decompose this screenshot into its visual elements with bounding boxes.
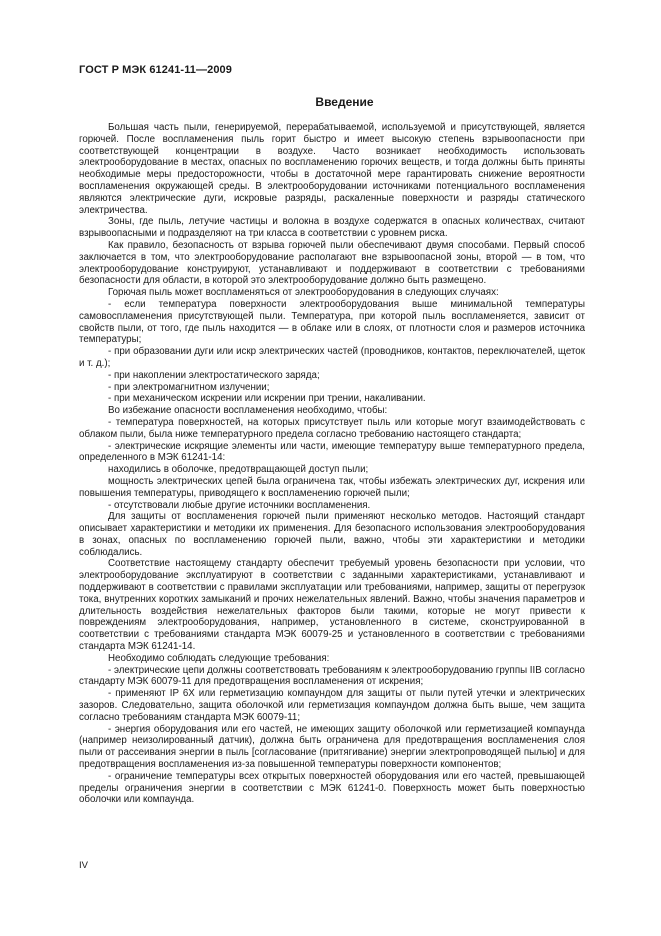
document-body (79, 122, 585, 806)
paragraph: Для защиты от воспламенения горючей пыли применяют несколько методов. Настоящий стандарт описывает характеристики и методики их применения. Для безопасного использования электрооборудования в зонах, опасных по воспламенению горючей пыли, важно, чтобы эти характеристики и методики соблюдались. (79, 511, 585, 558)
list-item: - электрические искрящие элементы или части, имеющие температуру выше температурного предела, определенного в МЭК 61241-14: (79, 440, 585, 464)
list-item: - если температура поверхности электрооборудования выше минимальной температуры самовоспламенения присутствующей пыли. Температура, при которой пыль воспламеняется, зависит от свойств пыли, от того, где пыль находится — в облаке или в слоях, от плотности слоя и размеров источника температуры; (79, 298, 585, 346)
paragraph: Зоны, где пыль, летучие частицы и волокна в воздухе содержатся в опасных количествах, считают взрывоопасными и подразделяют на три класса в соответствии с уровнем риска. (79, 216, 585, 240)
list-item: - энергия оборудования или его частей, не имеющих защиту оболочкой или герметизацией компаунда (например неизолированный датчик), должна быть ограничена для предотвращения воспламенения слоя пыли от рассеивания энергии в пыль [согласование (притягивание) энергии электропроводящей пылью] и для предотвращения воспламенения из-за повышенной температуры поверхности компонентов; (79, 723, 585, 771)
list-item: - температура поверхностей, на которых присутствует пыль или которые могут взаимодействовать с облаком пыли, была ниже температурного предела согласно требованию настоящего стандарта; (79, 416, 585, 440)
paragraph: Как правило, безопасность от взрыва горючей пыли обеспечивают двумя способами. Первый способ заключается в том, что электрооборудование располагают вне взрывоопасной зоны, второй — в том, что электрооборудование конструируют, устанавливают и поддерживают в соответствии с требованиями безопасности для области, в которой это электрооборудование должно быть размещено. (79, 239, 585, 287)
paragraph: Соответствие настоящему стандарту обеспечит требуемый уровень безопасности при условии, что электрооборудование эксплуатируют в соответствии с заданными характеристиками, устанавливают и поддерживают в соответствии с правилами эксплуатации или требованиями, например, защиты от перегрузок тока, внутренних коротких замыканий и прочих нежелательных явлений. Важно, чтобы значения параметров и длительность воздействия нежелательных факторов были такими, которые не могут привести к повреждениям электрооборудования, например, установленного в системе, сконструированной в соответствии с требованиями стандарта МЭК 60079-25 и установленного в соответствии с требованиями стандарта МЭК 61241-14. (79, 558, 585, 653)
list-item: - применяют IP 6X или герметизацию компаундом для защиты от пыли путей утечки и электрических зазоров. Следовательно, защита оболочкой или герметизация компаундом должна быть выше, чем защита согласно требованиям стандарта МЭК 60079-11; (79, 688, 585, 723)
paragraph: Во избежание опасности воспламенения необходимо, чтобы: (108, 405, 388, 417)
section-title: Введение (315, 95, 374, 109)
list-item: - при накоплении электростатического заряда; (108, 369, 320, 381)
page-number: IV (79, 860, 88, 871)
paragraph: Большая часть пыли, генерируемой, перерабатываемой, используемой и присутствующей, является горючей. После воспламенения пыль горит быстро и имеет высокую степень взрывоопасности при соответствующей концентрации в воздухе. Часто возникает необходимость использовать электрооборудование в местах, опасных по воспламенению горючих веществ, и тогда должны быть приняты необходимые меры предосторожности, чтобы в достаточной мере гарантировать снижение вероятности воспламенения окружающей среды. В электрооборудовании источниками потенциального воспламенения являются электрические дуги, искровые разряды, раскаленные поверхности и разряды статического электричества. (79, 122, 585, 216)
paragraph: Горючая пыль может воспламеняться от электрооборудования в следующих случаях: (108, 287, 499, 299)
list-item: - при механическом искрении или искрении при трении, накаливании. (108, 393, 426, 405)
document-header: ГОСТ Р МЭК 61241-11—2009 (79, 64, 232, 76)
list-item: - отсутствовали любые другие источники воспламенения. (108, 499, 371, 511)
list-item: - электрические цепи должны соответствовать требованиям к электрооборудованию группы IIB согласно стандарту МЭК 60079-11 для предотвращения воспламенения от искрения; (79, 664, 585, 688)
list-item: мощность электрических цепей была ограничена так, чтобы избежать электрических дуг, искрения или повышения температуры, приводящего к воспламенению горючей пыли; (79, 475, 585, 499)
list-item: - при электромагнитном излучении; (108, 381, 270, 393)
paragraph: Необходимо соблюдать следующие требования: (108, 652, 330, 664)
list-item: - при образовании дуги или искр электрических частей (проводников, контактов, переключателей, щеток и т. д.); (79, 346, 585, 369)
list-item: - ограничение температуры всех открытых поверхностей оборудования или его частей, превышающей пределы ограничения энергии в соответствии с МЭК 61241-0. Поверхность может быть поверхностью оболочки или компаунда. (79, 770, 585, 806)
list-item: находились в оболочке, предотвращающей доступ пыли; (108, 464, 369, 476)
